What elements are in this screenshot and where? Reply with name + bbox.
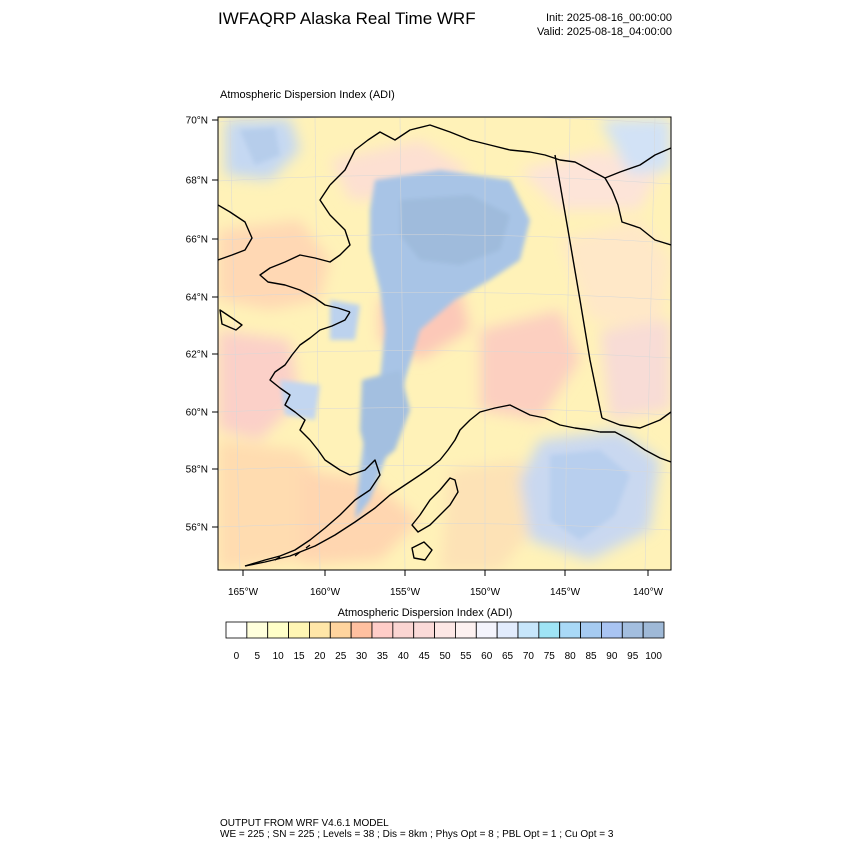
latitude-axis xyxy=(186,116,218,534)
valid-time: Valid: 2025-08-18_04:00:00 xyxy=(537,26,672,38)
colorbar-label: 70 xyxy=(522,651,534,662)
colorbar-label: 95 xyxy=(627,651,639,662)
main-title: IWFAQRP Alaska Real Time WRF xyxy=(218,9,476,28)
colorbar-swatch xyxy=(601,622,622,638)
lon-label: 155°W xyxy=(389,587,421,598)
colorbar-swatch xyxy=(435,622,456,638)
colorbar-swatch xyxy=(330,622,351,638)
lon-label: 150°W xyxy=(469,587,501,598)
colorbar-label: 30 xyxy=(356,651,368,662)
colorbar-swatch xyxy=(289,622,310,638)
colorbar-swatch xyxy=(247,622,268,638)
colorbar-label: 75 xyxy=(543,651,555,662)
lat-label: 64°N xyxy=(185,292,208,304)
colorbar-label: 25 xyxy=(335,651,347,662)
colorbar-swatch xyxy=(476,622,497,638)
map-title: Atmospheric Dispersion Index (ADI) xyxy=(220,89,395,101)
colorbar-swatch xyxy=(539,622,560,638)
lat-label: 62°N xyxy=(185,349,208,361)
colorbar-swatch xyxy=(518,622,539,638)
longitude-axis xyxy=(228,570,664,598)
lat-label: 60°N xyxy=(185,407,208,419)
colorbar-label: 5 xyxy=(254,651,261,662)
colorbar-swatch xyxy=(268,622,289,638)
colorbar-swatch xyxy=(393,622,414,638)
colorbar-label: 15 xyxy=(293,651,305,662)
colorbar-label: 35 xyxy=(376,651,388,662)
lat-label: 58°N xyxy=(185,464,208,476)
lat-label: 70°N xyxy=(185,115,208,127)
colorbar-label: 40 xyxy=(397,651,409,662)
colorbar-label: 50 xyxy=(439,651,451,662)
colorbar-swatch xyxy=(351,622,372,638)
colorbar-swatch xyxy=(622,622,643,638)
colorbar-swatch xyxy=(372,622,393,638)
colorbar-title: Atmospheric Dispersion Index (ADI) xyxy=(337,607,513,619)
lon-label: 145°W xyxy=(549,587,581,598)
colorbar-swatch xyxy=(581,622,602,638)
colorbar-swatch xyxy=(560,622,581,638)
colorbar-label: 65 xyxy=(502,651,514,662)
colorbar-label: 80 xyxy=(564,651,576,662)
colorbar-label: 20 xyxy=(314,651,326,662)
colorbar-swatch xyxy=(309,622,330,638)
lat-label: 66°N xyxy=(185,234,208,246)
colorbar-label: 60 xyxy=(481,651,493,662)
lat-label: 68°N xyxy=(185,175,208,187)
colorbar-label: 90 xyxy=(606,651,618,662)
colorbar-label: 55 xyxy=(460,651,472,662)
colorbar-swatch xyxy=(455,622,476,638)
colorbar-swatch xyxy=(643,622,664,638)
colorbar-label: 100 xyxy=(645,651,662,662)
colorbar-swatch xyxy=(497,622,518,638)
colorbar xyxy=(226,622,664,662)
model-info-line1: OUTPUT FROM WRF V4.6.1 MODEL xyxy=(220,818,389,829)
colorbar-label: 85 xyxy=(585,651,597,662)
lon-label: 165°W xyxy=(227,587,259,598)
init-time: Init: 2025-08-16_00:00:00 xyxy=(546,12,672,24)
colorbar-label: 0 xyxy=(233,651,240,662)
lon-label: 160°W xyxy=(309,587,341,598)
colorbar-label: 45 xyxy=(418,651,430,662)
colorbar-swatch xyxy=(226,622,247,638)
colorbar-swatch xyxy=(414,622,435,638)
colorbar-label: 10 xyxy=(272,651,284,662)
adi-field xyxy=(218,115,671,570)
lat-label: 56°N xyxy=(185,522,208,534)
model-info-line2: WE = 225 ; SN = 225 ; Levels = 38 ; Dis = 8km ; Phys Opt = 8 ; PBL Opt = 1 ; Cu Opt = 3 xyxy=(220,829,614,840)
lon-label: 140°W xyxy=(632,587,664,598)
